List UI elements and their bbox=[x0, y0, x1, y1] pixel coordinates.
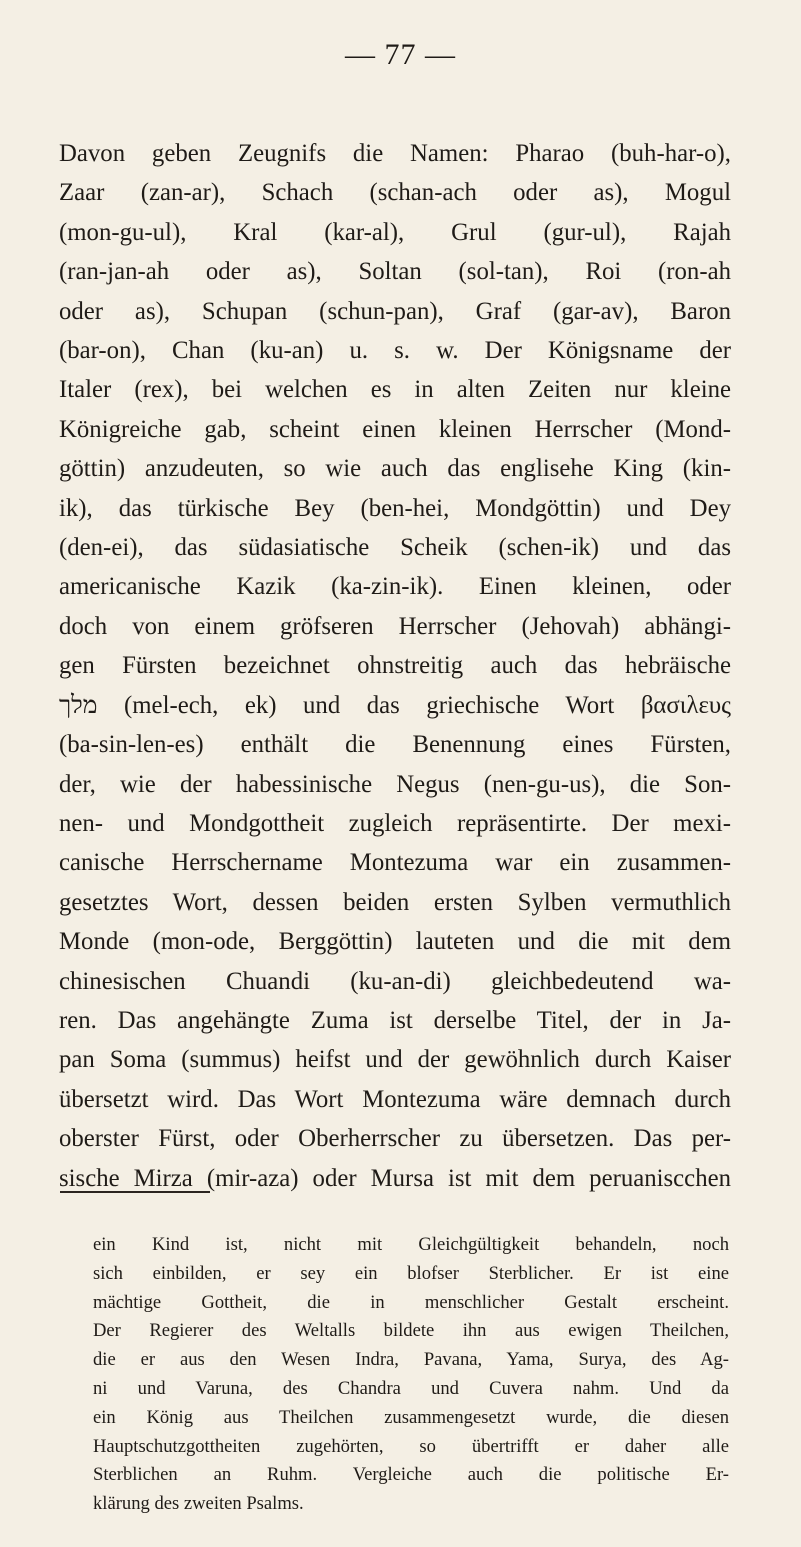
main-text bbox=[59, 134, 731, 1198]
text-line: chinesischen Chuandi (ku-an-di) gleichbedeutend wa- bbox=[59, 967, 731, 995]
footnote-rule bbox=[60, 1191, 210, 1193]
text-line: gesetztes Wort, dessen beiden ersten Sylben vermuthlich bbox=[59, 888, 731, 916]
text-line: gen Fürsten bezeichnet ohnstreitig auch das hebräische bbox=[59, 652, 731, 680]
text-line: Davon geben Zeugnifs die Namen: Pharao (buh-har-o), bbox=[59, 140, 731, 167]
text-line: Zaar (zan-ar), Schach (schan-ach oder as), Mogul bbox=[59, 179, 731, 207]
footnote-line: klärung des zweiten Psalms. bbox=[93, 1493, 304, 1515]
text-line: (bar-on), Chan (ku-an) u. s. w. Der Königsname der bbox=[59, 337, 731, 365]
text-line: doch von einem gröfseren Herrscher (Jehovah) abhängi- bbox=[59, 612, 731, 640]
text-line: göttin) anzudeuten, so wie auch das englisehe King (kin- bbox=[59, 455, 731, 483]
footnote bbox=[93, 1231, 729, 1519]
footnote-line: mächtige Gottheit, die in menschlicher Gestalt erscheint. bbox=[93, 1291, 729, 1313]
footnote-line: ein König aus Theilchen zusammengesetzt wurde, die diesen bbox=[93, 1406, 729, 1428]
text-line: Monde (mon-ode, Berggöttin) lauteten und die mit dem bbox=[59, 928, 731, 956]
footnote-line: ein Kind ist, nicht mit Gleichgültigkeit behandeln, noch bbox=[93, 1234, 729, 1255]
text-line: der, wie der habessinische Negus (nen-gu-us), die Son- bbox=[59, 770, 731, 798]
text-line: (den-ei), das südasiatische Scheik (schen-ik) und das bbox=[59, 534, 731, 562]
text-line: (ran-jan-ah oder as), Soltan (sol-tan), Roi (ron-ah bbox=[59, 258, 731, 286]
text-line: nen- und Mondgottheit zugleich repräsentirte. Der mexi- bbox=[59, 809, 731, 837]
text-line: canische Herrschername Montezuma war ein zusammen- bbox=[59, 849, 731, 877]
footnote-line: Der Regierer des Weltalls bildete ihn aus ewigen Theilchen, bbox=[93, 1320, 729, 1342]
text-line: Italer (rex), bei welchen es in alten Zeiten nur kleine bbox=[59, 376, 731, 404]
text-line: (mon-gu-ul), Kral (kar-al), Grul (gur-ul), Rajah bbox=[59, 218, 731, 246]
text-line: מלך (mel-ech, ek) und das griechische Wort βασιλευς bbox=[59, 691, 731, 719]
footnote-line: die er aus den Wesen Indra, Pavana, Yama, Surya, des Ag- bbox=[93, 1349, 729, 1371]
text-line: pan Soma (summus) heifst und der gewöhnlich durch Kaiser bbox=[59, 1046, 731, 1074]
page-number: — 77 — bbox=[345, 38, 456, 71]
text-line: americanische Kazik (ka-zin-ik). Einen kleinen, oder bbox=[59, 573, 731, 601]
footnote-line: sich einbilden, er sey ein blofser Sterblicher. Er ist eine bbox=[93, 1262, 729, 1284]
footnote-line: ni und Varuna, des Chandra und Cuvera nahm. Und da bbox=[93, 1377, 729, 1399]
text-line: Königreiche gab, scheint einen kleinen Herrscher (Mond- bbox=[59, 415, 731, 443]
text-line: übersetzt wird. Das Wort Montezuma wäre demnach durch bbox=[59, 1085, 731, 1113]
text-line: ren. Das angehängte Zuma ist derselbe Titel, der in Ja- bbox=[59, 1006, 731, 1034]
footnote-line: Hauptschutzgottheiten zugehörten, so übertrifft er daher alle bbox=[93, 1435, 729, 1457]
text-line: ik), das türkische Bey (ben-hei, Mondgöttin) und Dey bbox=[59, 494, 731, 522]
text-line: oberster Fürst, oder Oberherrscher zu übersetzen. Das per- bbox=[59, 1125, 731, 1153]
footnote-line: Sterblichen an Ruhm. Vergleiche auch die politische Er- bbox=[93, 1464, 729, 1486]
text-line: sische Mirza (mir-aza) oder Mursa ist mit dem peruaniscchen bbox=[59, 1164, 731, 1192]
text-line: (ba-sin-len-es) enthält die Benennung eines Fürsten, bbox=[59, 731, 731, 759]
text-line: oder as), Schupan (schun-pan), Graf (gar-av), Baron bbox=[59, 297, 731, 325]
